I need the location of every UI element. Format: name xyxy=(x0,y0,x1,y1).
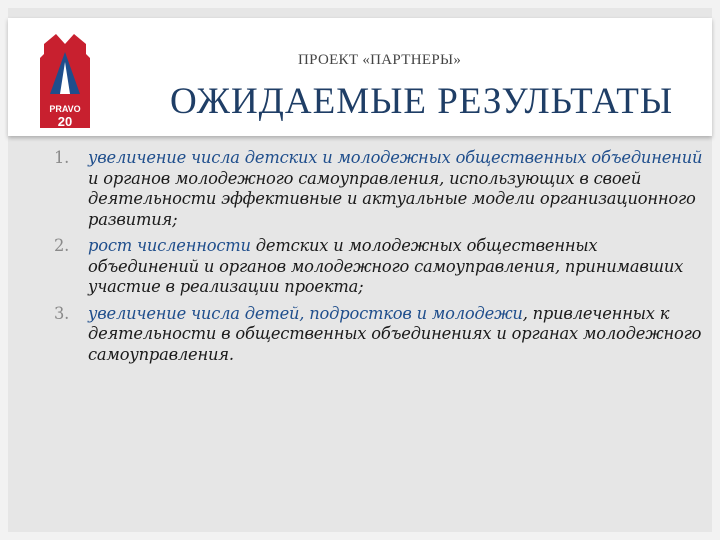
list-item-text: , привлеченных к деятельности в общественных объединениях и органах молодежного самоуправления. xyxy=(88,303,702,364)
list-item-number: 2. xyxy=(54,236,70,255)
logo-text: PRAVO xyxy=(49,104,81,114)
list-item-number: 1. xyxy=(54,148,70,167)
logo-number: 20 xyxy=(57,114,73,129)
list-item-text: и органов молодежного самоуправления, использующих в своей деятельности эффективные и актуальные модели организационного развития; xyxy=(88,168,696,229)
slide xyxy=(8,8,712,532)
list-item xyxy=(22,304,712,366)
list-item xyxy=(22,148,712,230)
logo xyxy=(30,30,100,132)
project-subtitle: ПРОЕКТ «ПАРТНЕРЫ» xyxy=(298,52,462,68)
highlighted-text: рост численности xyxy=(88,236,251,255)
highlighted-text: увеличение числа детей, подростков и молодежи xyxy=(88,303,523,323)
results-list xyxy=(22,148,712,371)
page-title: ОЖИДАЕМЫЕ РЕЗУЛЬТАТЫ xyxy=(170,81,674,122)
header-band xyxy=(8,18,712,136)
list-item-text: детских и молодежных общественных объединений и органов молодежного самоуправления, принимавших участие в реализации проекта; xyxy=(88,236,684,296)
highlighted-text: увеличение числа детских и молодежных общественных объединений xyxy=(88,148,703,167)
list-item xyxy=(22,236,712,298)
list-item-number: 3. xyxy=(54,303,70,323)
